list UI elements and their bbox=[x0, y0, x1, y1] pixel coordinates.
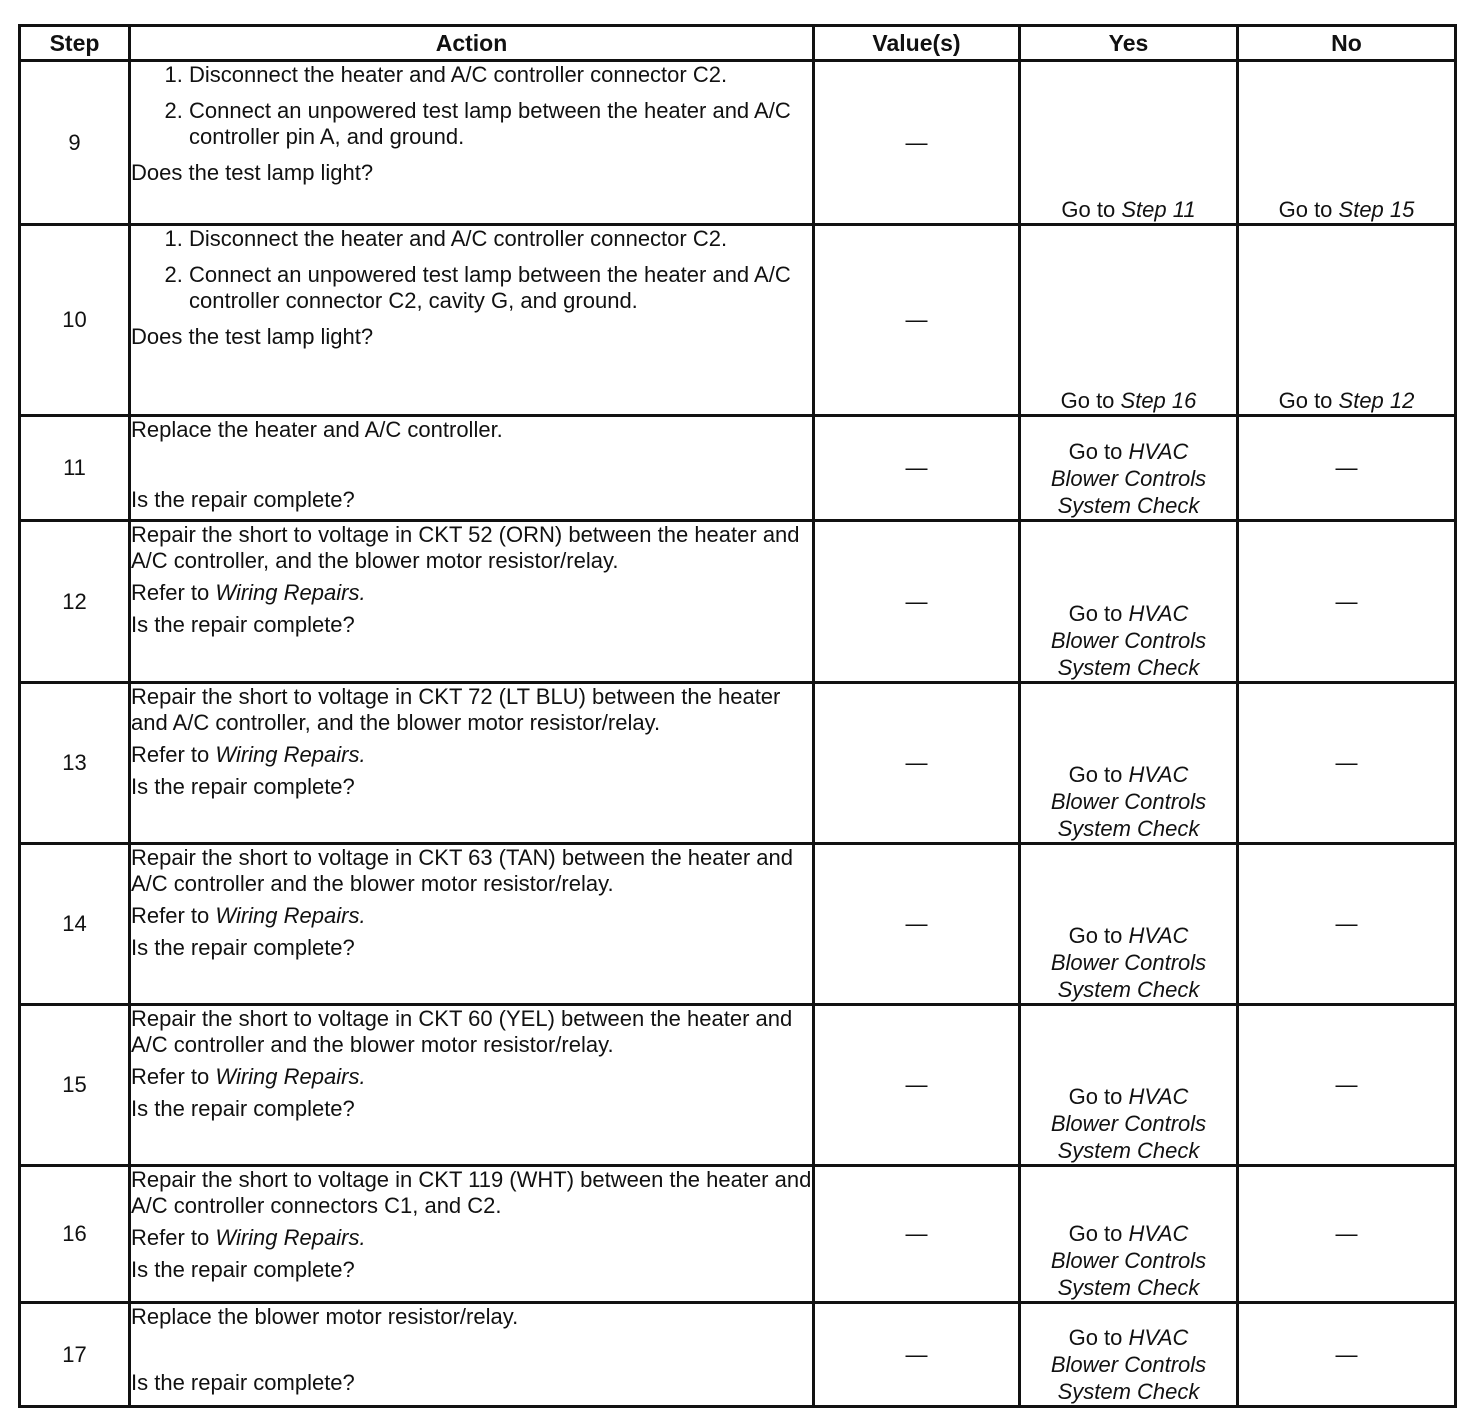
refer-prefix: Refer to bbox=[131, 903, 216, 928]
yes-link[interactable]: HVAC bbox=[1128, 1325, 1189, 1350]
table-row bbox=[20, 1303, 1456, 1407]
yes-link[interactable]: HVAC bbox=[1128, 439, 1189, 464]
yes-cell[interactable] bbox=[1020, 844, 1238, 1005]
yes-link[interactable]: System Check bbox=[1057, 1275, 1200, 1300]
yes-link[interactable]: Blower Controls bbox=[1050, 466, 1207, 491]
action-question: Is the repair complete? bbox=[131, 487, 355, 512]
action-text: Replace the blower motor resistor/relay. bbox=[131, 1304, 519, 1329]
action-text: Repair the short to voltage in CKT 72 (LT BLU) between the heater and A/C controller, and the blower motor resistor/relay. bbox=[131, 684, 781, 735]
table-row bbox=[20, 416, 1456, 521]
header-action: Action bbox=[130, 26, 814, 61]
action-item: 2. Connect an unpowered test lamp between the heater and A/C controller pin A, and ground. bbox=[189, 98, 812, 150]
step-number: 13 bbox=[20, 683, 130, 844]
refer-line bbox=[131, 1225, 812, 1251]
action-question: Does the test lamp light? bbox=[131, 160, 374, 185]
table-row bbox=[20, 1005, 1456, 1166]
header-values: Value(s) bbox=[814, 26, 1020, 61]
yes-link[interactable]: Step 11 bbox=[1121, 197, 1196, 222]
no-cell: — bbox=[1238, 521, 1456, 683]
action-cell bbox=[130, 1303, 814, 1407]
yes-link[interactable]: Blower Controls bbox=[1050, 1111, 1207, 1136]
yes-prefix: Go to bbox=[1068, 762, 1129, 787]
no-cell[interactable] bbox=[1238, 61, 1456, 225]
yes-prefix: Go to bbox=[1068, 1221, 1129, 1246]
action-text: Repair the short to voltage in CKT 119 (WHT) between the heater and A/C controller connectors C1, and C2. bbox=[131, 1167, 812, 1218]
action-question: Is the repair complete? bbox=[131, 1370, 355, 1395]
no-cell: — bbox=[1238, 1303, 1456, 1407]
yes-link[interactable]: HVAC bbox=[1128, 762, 1189, 787]
yes-prefix: Go to bbox=[1068, 601, 1129, 626]
value-cell: — bbox=[814, 61, 1020, 225]
wiring-repairs-link[interactable]: Wiring Repairs. bbox=[215, 903, 366, 928]
yes-link[interactable]: System Check bbox=[1057, 816, 1200, 841]
no-cell: — bbox=[1238, 683, 1456, 844]
yes-prefix: Go to bbox=[1068, 1325, 1129, 1350]
action-text: Repair the short to voltage in CKT 52 (ORN) between the heater and A/C controller, and the blower motor resistor/relay. bbox=[131, 522, 800, 573]
refer-line bbox=[131, 1064, 812, 1090]
yes-cell[interactable] bbox=[1020, 61, 1238, 225]
yes-cell[interactable] bbox=[1020, 1303, 1238, 1407]
refer-line bbox=[131, 903, 812, 929]
no-cell: — bbox=[1238, 1166, 1456, 1303]
yes-link[interactable]: Blower Controls bbox=[1050, 950, 1207, 975]
yes-link[interactable]: System Check bbox=[1057, 1138, 1200, 1163]
value-cell: — bbox=[814, 1166, 1020, 1303]
value-cell: — bbox=[814, 1303, 1020, 1407]
action-list bbox=[131, 226, 812, 314]
yes-link[interactable]: HVAC bbox=[1128, 601, 1189, 626]
step-number: 14 bbox=[20, 844, 130, 1005]
header-yes: Yes bbox=[1020, 26, 1238, 61]
yes-cell[interactable] bbox=[1020, 225, 1238, 416]
yes-link[interactable]: System Check bbox=[1057, 655, 1200, 680]
action-cell bbox=[130, 844, 814, 1005]
step-number: 12 bbox=[20, 521, 130, 683]
yes-link[interactable]: Blower Controls bbox=[1050, 1248, 1207, 1273]
action-cell bbox=[130, 416, 814, 521]
action-list bbox=[131, 62, 812, 150]
action-text: Replace the heater and A/C controller. bbox=[131, 417, 503, 442]
value-cell: — bbox=[814, 844, 1020, 1005]
refer-prefix: Refer to bbox=[131, 1064, 216, 1089]
action-cell bbox=[130, 1166, 814, 1303]
action-item: 1. Disconnect the heater and A/C controller connector C2. bbox=[189, 62, 812, 88]
yes-prefix: Go to bbox=[1061, 197, 1122, 222]
no-cell: — bbox=[1238, 1005, 1456, 1166]
refer-prefix: Refer to bbox=[131, 580, 216, 605]
yes-prefix: Go to bbox=[1060, 388, 1121, 413]
action-cell bbox=[130, 683, 814, 844]
table-row bbox=[20, 683, 1456, 844]
step-number: 15 bbox=[20, 1005, 130, 1166]
yes-cell[interactable] bbox=[1020, 521, 1238, 683]
no-cell: — bbox=[1238, 844, 1456, 1005]
no-cell[interactable] bbox=[1238, 225, 1456, 416]
action-text: Repair the short to voltage in CKT 60 (YEL) between the heater and A/C controller and the blower motor resistor/relay. bbox=[131, 1006, 793, 1057]
yes-link[interactable]: Step 16 bbox=[1120, 388, 1197, 413]
table-row bbox=[20, 225, 1456, 416]
table-row bbox=[20, 844, 1456, 1005]
no-prefix: Go to bbox=[1278, 197, 1339, 222]
header-no: No bbox=[1238, 26, 1456, 61]
yes-link[interactable]: HVAC bbox=[1128, 1221, 1189, 1246]
yes-link[interactable]: HVAC bbox=[1128, 1084, 1189, 1109]
no-prefix: Go to bbox=[1278, 388, 1339, 413]
action-cell bbox=[130, 61, 814, 225]
yes-cell[interactable] bbox=[1020, 1166, 1238, 1303]
action-question: Is the repair complete? bbox=[131, 935, 355, 960]
no-cell: — bbox=[1238, 416, 1456, 521]
diagnostic-table bbox=[18, 24, 1457, 1408]
value-cell: — bbox=[814, 1005, 1020, 1166]
step-number: 16 bbox=[20, 1166, 130, 1303]
yes-link[interactable]: Blower Controls bbox=[1050, 789, 1207, 814]
refer-line bbox=[131, 742, 812, 768]
step-number: 9 bbox=[20, 61, 130, 225]
refer-line bbox=[131, 580, 812, 606]
yes-prefix: Go to bbox=[1068, 439, 1129, 464]
yes-link[interactable]: System Check bbox=[1057, 977, 1200, 1002]
yes-link[interactable]: Blower Controls bbox=[1050, 628, 1207, 653]
yes-cell[interactable] bbox=[1020, 683, 1238, 844]
refer-prefix: Refer to bbox=[131, 1225, 216, 1250]
yes-link[interactable]: HVAC bbox=[1128, 923, 1189, 948]
yes-prefix: Go to bbox=[1068, 1084, 1129, 1109]
step-number: 11 bbox=[20, 416, 130, 521]
no-link[interactable]: Step 15 bbox=[1338, 197, 1415, 222]
value-cell: — bbox=[814, 683, 1020, 844]
value-cell: — bbox=[814, 521, 1020, 683]
wiring-repairs-link[interactable]: Wiring Repairs. bbox=[215, 742, 366, 767]
action-question: Is the repair complete? bbox=[131, 612, 355, 637]
step-number: 10 bbox=[20, 225, 130, 416]
refer-prefix: Refer to bbox=[131, 742, 216, 767]
action-item: 2. Connect an unpowered test lamp between the heater and A/C controller connector C2, cavity G, and ground. bbox=[189, 262, 812, 314]
table-row bbox=[20, 521, 1456, 683]
action-cell bbox=[130, 225, 814, 416]
wiring-repairs-link[interactable]: Wiring Repairs. bbox=[215, 580, 366, 605]
header-step: Step bbox=[20, 26, 130, 61]
action-item: 1. Disconnect the heater and A/C controller connector C2. bbox=[189, 226, 812, 252]
yes-prefix: Go to bbox=[1068, 923, 1129, 948]
action-cell bbox=[130, 1005, 814, 1166]
action-cell bbox=[130, 521, 814, 683]
wiring-repairs-link[interactable]: Wiring Repairs. bbox=[215, 1225, 366, 1250]
table-row bbox=[20, 61, 1456, 225]
action-question: Does the test lamp light? bbox=[131, 324, 374, 349]
yes-cell[interactable] bbox=[1020, 416, 1238, 521]
table-row bbox=[20, 1166, 1456, 1303]
action-question: Is the repair complete? bbox=[131, 774, 355, 799]
value-cell: — bbox=[814, 416, 1020, 521]
value-cell: — bbox=[814, 225, 1020, 416]
table-header-row bbox=[20, 26, 1456, 61]
yes-cell[interactable] bbox=[1020, 1005, 1238, 1166]
yes-link[interactable]: Blower Controls bbox=[1050, 1352, 1207, 1377]
yes-link[interactable]: System Check bbox=[1057, 1379, 1200, 1404]
step-number: 17 bbox=[20, 1303, 130, 1407]
wiring-repairs-link[interactable]: Wiring Repairs. bbox=[215, 1064, 366, 1089]
no-link[interactable]: Step 12 bbox=[1338, 388, 1415, 413]
yes-link[interactable]: System Check bbox=[1057, 493, 1200, 518]
action-question: Is the repair complete? bbox=[131, 1096, 355, 1121]
action-text: Repair the short to voltage in CKT 63 (TAN) between the heater and A/C controller and the blower motor resistor/relay. bbox=[131, 845, 793, 896]
action-question: Is the repair complete? bbox=[131, 1257, 355, 1282]
